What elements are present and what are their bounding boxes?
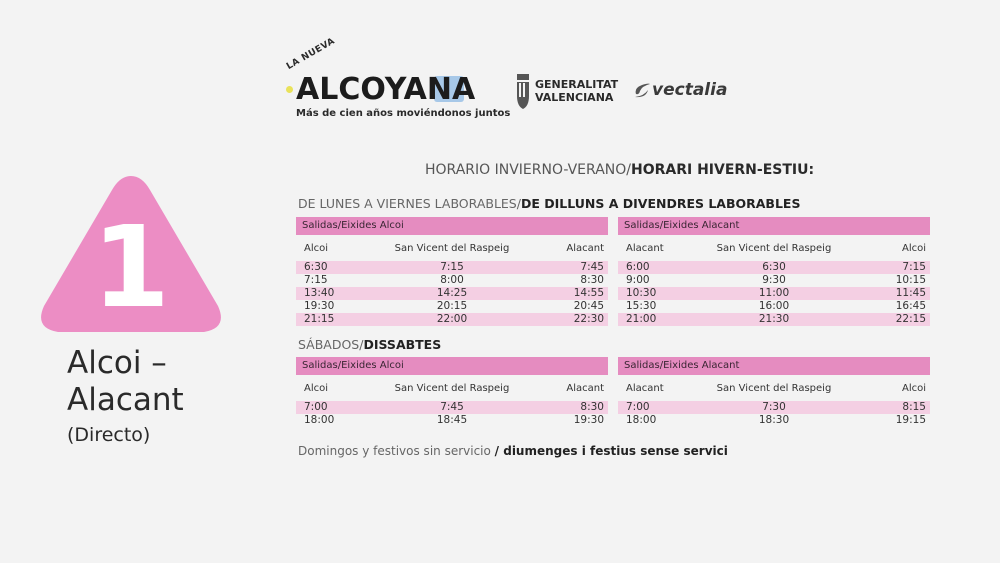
alcoyana-tagline: Más de cien años moviéndonos juntos bbox=[296, 108, 511, 119]
time-cell: 7:00 bbox=[626, 401, 650, 413]
saturdays-title-va: DISSABTES bbox=[363, 337, 442, 352]
saturdays-title bbox=[298, 337, 441, 352]
time-cell: 18:00 bbox=[304, 414, 335, 426]
time-cell: 11:45 bbox=[895, 287, 926, 299]
time-cell: 8:00 bbox=[440, 274, 464, 286]
column-header: Alcoi bbox=[304, 383, 329, 394]
time-cell: 13:40 bbox=[304, 287, 335, 299]
table-row bbox=[618, 274, 930, 287]
time-cell: 7:00 bbox=[304, 401, 328, 413]
time-cell: 8:30 bbox=[580, 274, 604, 286]
table-row bbox=[296, 287, 608, 300]
time-cell: 8:15 bbox=[902, 401, 926, 413]
table-header: Salidas/Eixides Alacant bbox=[618, 217, 930, 235]
time-cell: 6:00 bbox=[626, 261, 650, 273]
time-cell: 19:30 bbox=[304, 300, 335, 312]
table-row bbox=[296, 300, 608, 313]
column-header: Alacant bbox=[566, 383, 604, 394]
generalitat-emblem-icon bbox=[515, 74, 531, 110]
column-header: Alcoi bbox=[901, 243, 926, 254]
saturdays-title-es: SÁBADOS/ bbox=[298, 337, 364, 352]
time-cell: 20:15 bbox=[436, 300, 468, 312]
weekday-from-alcoi-table bbox=[296, 217, 608, 326]
time-cell: 20:45 bbox=[573, 300, 604, 312]
no-service-note-es: Domingos y festivos sin servicio bbox=[298, 444, 495, 458]
time-cell: 22:15 bbox=[895, 313, 926, 325]
column-header: Alcoi bbox=[304, 243, 329, 254]
no-service-note bbox=[298, 444, 728, 458]
time-cell: 9:00 bbox=[626, 274, 650, 286]
time-cell: 18:00 bbox=[626, 414, 657, 426]
no-service-note-va: / diumenges i festius sense servici bbox=[494, 444, 728, 458]
generalitat-line1: GENERALITAT bbox=[535, 78, 619, 91]
table-header: Salidas/Eixides Alcoi bbox=[296, 357, 608, 375]
saturday-from-alacant-table bbox=[618, 357, 930, 427]
column-headers bbox=[618, 235, 930, 261]
time-cell: 18:45 bbox=[436, 414, 468, 426]
column-header: Alacant bbox=[626, 383, 664, 394]
schedule-title-va: HORARI HIVERN-ESTIU: bbox=[630, 162, 815, 178]
route-name bbox=[67, 345, 287, 419]
table-row bbox=[618, 401, 930, 414]
table-header: Salidas/Eixides Alcoi bbox=[296, 217, 608, 235]
time-cell: 21:00 bbox=[626, 313, 657, 325]
time-cell: 16:00 bbox=[758, 300, 790, 312]
time-cell: 7:30 bbox=[762, 401, 786, 413]
table-row bbox=[296, 313, 608, 326]
column-header: San Vicent del Raspeig bbox=[716, 243, 832, 254]
table-row bbox=[618, 287, 930, 300]
route-name-line2: Alacant bbox=[67, 382, 184, 418]
time-cell: 7:45 bbox=[440, 401, 464, 413]
column-header: San Vicent del Raspeig bbox=[394, 243, 510, 254]
saturday-from-alcoi-table bbox=[296, 357, 608, 427]
time-cell: 10:15 bbox=[895, 274, 926, 286]
table-row bbox=[296, 414, 608, 427]
time-cell: 8:30 bbox=[580, 401, 604, 413]
route-type: (Directo) bbox=[67, 424, 151, 446]
time-cell: 14:25 bbox=[436, 287, 468, 299]
time-cell: 19:15 bbox=[895, 414, 926, 426]
weekdays-title-va: DE DILLUNS A DIVENDRES LABORABLES bbox=[520, 196, 801, 211]
time-cell: 21:30 bbox=[758, 313, 790, 325]
vectalia-name: vectalia bbox=[652, 80, 728, 100]
column-header: Alcoi bbox=[901, 383, 926, 394]
table-row bbox=[296, 261, 608, 274]
column-headers bbox=[296, 235, 608, 261]
dot-icon bbox=[286, 86, 293, 93]
time-cell: 18:30 bbox=[758, 414, 790, 426]
weekday-from-alacant-table bbox=[618, 217, 930, 326]
time-cell: 15:30 bbox=[626, 300, 657, 312]
column-header: Alacant bbox=[626, 243, 664, 254]
time-cell: 10:30 bbox=[626, 287, 657, 299]
alcoyana-small-text: LA NUEVA bbox=[285, 36, 337, 72]
table-row bbox=[618, 313, 930, 326]
table-row bbox=[618, 300, 930, 313]
route-name-line1: Alcoi – bbox=[67, 345, 167, 381]
generalitat-line2: VALENCIANA bbox=[535, 91, 614, 104]
generalitat-logo bbox=[515, 72, 619, 112]
time-cell: 22:00 bbox=[436, 313, 468, 325]
alcoyana-logo bbox=[284, 36, 511, 124]
vectalia-logo bbox=[632, 80, 742, 104]
time-cell: 6:30 bbox=[762, 261, 786, 273]
line-number: 1 bbox=[92, 203, 170, 333]
column-header: Alacant bbox=[566, 243, 604, 254]
time-cell: 7:45 bbox=[580, 261, 604, 273]
time-cell: 14:55 bbox=[573, 287, 604, 299]
time-cell: 19:30 bbox=[573, 414, 604, 426]
schedule-title bbox=[425, 162, 814, 178]
time-cell: 11:00 bbox=[758, 287, 790, 299]
column-headers bbox=[296, 375, 608, 401]
table-header: Salidas/Eixides Alacant bbox=[618, 357, 930, 375]
time-cell: 6:30 bbox=[304, 261, 328, 273]
weekdays-title-es: DE LUNES A VIERNES LABORABLES/ bbox=[298, 196, 521, 211]
alcoyana-name: ALCOYANA bbox=[296, 72, 476, 107]
time-cell: 9:30 bbox=[762, 274, 786, 286]
column-header: San Vicent del Raspeig bbox=[716, 383, 832, 394]
vectalia-swoosh-icon bbox=[632, 82, 652, 100]
time-cell: 22:30 bbox=[573, 313, 604, 325]
column-header: San Vicent del Raspeig bbox=[394, 383, 510, 394]
time-cell: 7:15 bbox=[902, 261, 926, 273]
table-row bbox=[296, 401, 608, 414]
table-row bbox=[296, 274, 608, 287]
weekdays-title bbox=[298, 196, 800, 211]
time-cell: 16:45 bbox=[895, 300, 926, 312]
time-cell: 7:15 bbox=[304, 274, 328, 286]
time-cell: 7:15 bbox=[440, 261, 464, 273]
table-row bbox=[618, 261, 930, 274]
time-cell: 21:15 bbox=[304, 313, 335, 325]
line-number-badge bbox=[38, 168, 224, 336]
table-row bbox=[618, 414, 930, 427]
column-headers bbox=[618, 375, 930, 401]
schedule-title-es: HORARIO INVIERNO-VERANO/ bbox=[425, 162, 631, 178]
